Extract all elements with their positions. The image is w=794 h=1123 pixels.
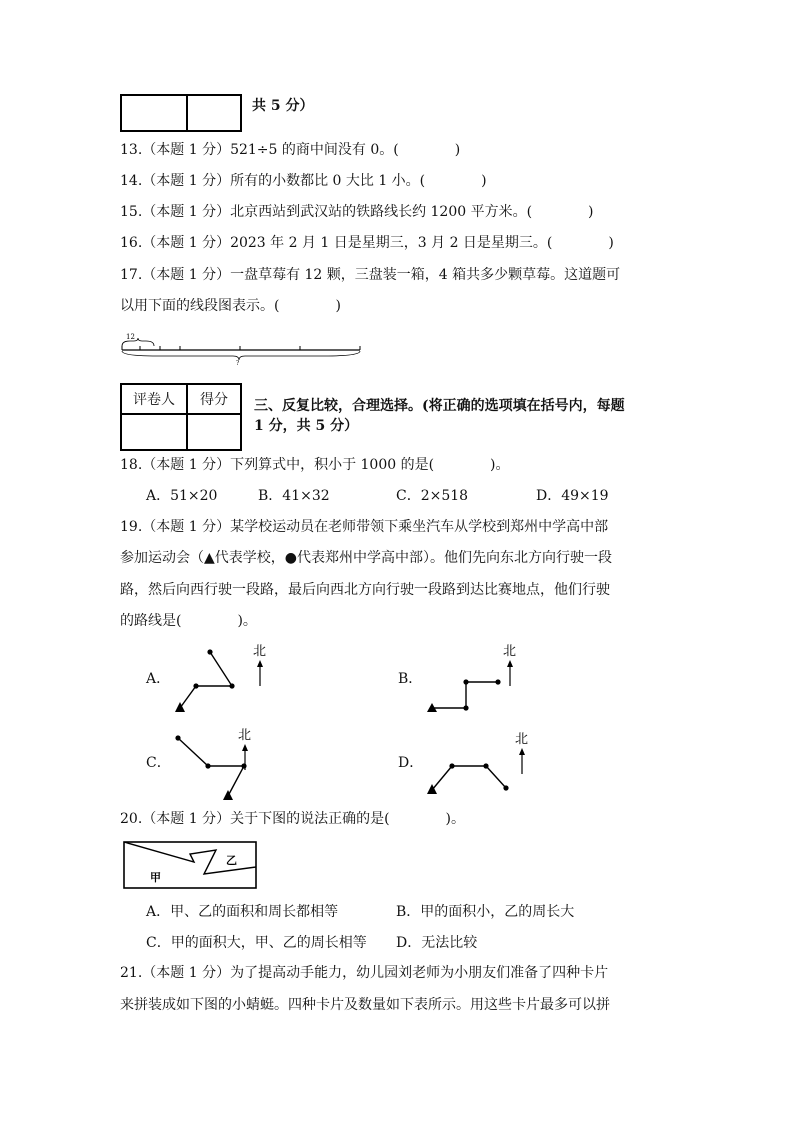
figure-label-jia: 甲 bbox=[150, 871, 161, 884]
q19-route-b bbox=[420, 640, 530, 716]
question-19-line-2: 参加运动会（▲代表学校，●代表郑州中学高中部）。他们先向东北方向行驶一段 bbox=[120, 550, 612, 566]
north-label-c: 北 bbox=[238, 728, 252, 743]
q18-option-b: B．41×32 bbox=[258, 488, 330, 504]
north-label-d: 北 bbox=[515, 732, 529, 747]
top-score-cell-2 bbox=[187, 95, 241, 131]
segment-label-bottom: ? bbox=[236, 360, 240, 366]
q20-option-d: D．无法比较 bbox=[396, 935, 478, 951]
q20-option-a: A．甲、乙的面积和周长都相等 bbox=[146, 904, 339, 920]
top-score-cell-1 bbox=[121, 95, 187, 131]
question-20: 20.（本题 1 分）关于下图的说法正确的是( )。 bbox=[120, 811, 465, 827]
section-header-tail: 共 5 分） bbox=[252, 98, 314, 114]
q18-option-d: D．49×19 bbox=[536, 488, 609, 504]
grader-label: 评卷人 bbox=[121, 384, 187, 414]
q19-route-d bbox=[420, 724, 540, 800]
question-21-line-2: 来拼装成如下图的小蜻蜓。四种卡片及数量如下表所示。用这些卡片最多可以拼 bbox=[120, 997, 610, 1013]
q20-option-c: C．甲的面积大，甲、乙的周长相等 bbox=[146, 935, 367, 951]
question-18: 18.（本题 1 分）下列算式中，积小于 1000 的是( )。 bbox=[120, 457, 510, 473]
q19-route-a bbox=[170, 640, 270, 716]
q19-option-b-label: B． bbox=[398, 671, 423, 687]
top-score-table bbox=[120, 94, 242, 132]
question-19-line-1: 19.（本题 1 分）某学校运动员在老师带领下乘坐汽车从学校到郑州中学高中部 bbox=[120, 519, 609, 535]
q19-route-c bbox=[170, 724, 280, 800]
section3-title-line-1: 三、反复比较，合理选择。(将正确的选项填在括号内，每题 bbox=[254, 398, 625, 414]
q19-option-c-label: C． bbox=[146, 755, 171, 771]
q20-option-b: B．甲的面积小，乙的周长大 bbox=[396, 904, 575, 920]
question-15: 15.（本题 1 分）北京西站到武汉站的铁路线长约 1200 平方米。( ) bbox=[120, 204, 594, 220]
question-14: 14.（本题 1 分）所有的小数都比 0 大比 1 小。( ) bbox=[120, 173, 487, 189]
north-label-a: 北 bbox=[253, 644, 267, 659]
question-19-line-4: 的路线是( )。 bbox=[120, 613, 257, 629]
q18-option-a: A．51×20 bbox=[146, 488, 218, 504]
question-17-line-1: 17.（本题 1 分）一盘草莓有 12 颗，三盘装一箱，4 箱共多少颗草莓。这道题可 bbox=[120, 267, 621, 283]
score-label: 得分 bbox=[187, 384, 241, 414]
question-19-line-3: 路，然后向西行驶一段路，最后向西北方向行驶一段路到达比赛地点，他们行驶 bbox=[120, 582, 610, 598]
question-21-line-1: 21.（本题 1 分）为了提高动手能力，幼儿园刘老师为小朋友们准备了四种卡片 bbox=[120, 965, 609, 981]
segment-diagram bbox=[118, 330, 368, 366]
question-16: 16.（本题 1 分）2023 年 2 月 1 日是星期三，3 月 2 日是星期三。( ) bbox=[120, 235, 614, 251]
north-label-b: 北 bbox=[503, 644, 517, 659]
grader-cell bbox=[121, 414, 187, 450]
q19-option-d-label: D． bbox=[398, 755, 424, 771]
question-13: 13.（本题 1 分）521÷5 的商中间没有 0。( ) bbox=[120, 142, 461, 158]
q20-figure bbox=[122, 840, 260, 892]
section3-title-line-2: 1 分，共 5 分） bbox=[254, 418, 359, 434]
section3-score-table bbox=[120, 383, 242, 451]
question-17-line-2: 以用下面的线段图表示。( ) bbox=[120, 298, 341, 314]
segment-label-top: 12 bbox=[126, 333, 135, 341]
score-cell bbox=[187, 414, 241, 450]
figure-label-yi: 乙 bbox=[226, 854, 237, 867]
q18-option-c: C．2×518 bbox=[396, 488, 469, 504]
q19-option-a-label: A． bbox=[146, 671, 171, 687]
